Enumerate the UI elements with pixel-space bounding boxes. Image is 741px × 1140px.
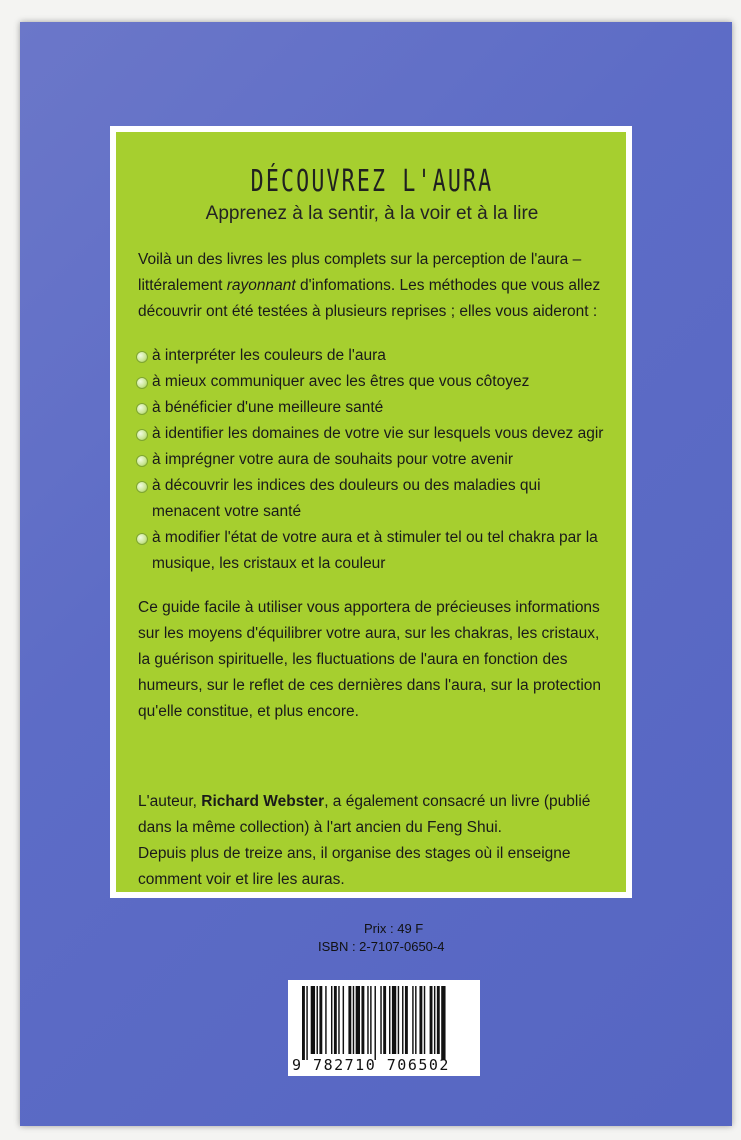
barcode-digits: 9 782710 706502: [292, 1056, 450, 1074]
bullet-dot-icon: [136, 429, 148, 441]
text-panel: [116, 132, 626, 892]
bullet-dot-icon: [136, 377, 148, 389]
bullet-dot-icon: [136, 481, 148, 493]
guide-paragraph: Ce guide facile à utiliser vous apportera de précieuses informations sur les moyens d'équilibrer votre aura, sur les chakras, les cristaux, la guérison spirituelle, les fluctuations de l'aura en fonction des humeurs, sur le reflet de ces dernières dans l'aura, sur la protection qu'elle constitue, et plus encore.: [138, 599, 602, 720]
author-suffix: , a également consacré un livre (publié dans la même collection) à l'art ancien du Feng Shui.: [138, 793, 591, 836]
list-item-text: à mieux communiquer avec les êtres que vous côtoyez: [152, 373, 530, 390]
isbn-label: ISBN : 2-7107-0650-4: [318, 939, 445, 954]
intro-text-2: d'infomations. Les méthodes que vous allez découvrir ont été testées à plusieurs reprises ; elles vous aideront :: [138, 277, 601, 320]
list-item: [138, 473, 606, 525]
list-item-text: à bénéficier d'une meilleure santé: [152, 399, 384, 416]
author-line-2: Depuis plus de treize ans, il organise des stages où il enseigne comment voir et lire les auras.: [138, 845, 571, 888]
list-item: [138, 369, 606, 395]
list-item: [138, 343, 606, 369]
list-item-text: à interpréter les couleurs de l'aura: [152, 347, 386, 364]
price-block: [318, 920, 444, 956]
list-item: [138, 447, 606, 473]
price-label: Prix : 49 F: [364, 921, 424, 936]
list-item-text: à imprégner votre aura de souhaits pour votre avenir: [152, 451, 514, 468]
intro-paragraph: [138, 247, 606, 325]
barcode: [288, 980, 480, 1076]
cover-title: DÉCOUVREZ L'AURA: [250, 164, 494, 199]
bullet-dot-icon: [136, 455, 148, 467]
list-item: [138, 421, 606, 447]
author-paragraph: [138, 789, 606, 893]
author-prefix: L'auteur,: [138, 793, 202, 810]
intro-italic-word: rayonnant: [226, 277, 296, 294]
bullet-dot-icon: [136, 351, 148, 363]
book-back-cover: [20, 22, 732, 1126]
benefits-list: [138, 343, 606, 577]
bullet-dot-icon: [136, 533, 148, 545]
list-item: [138, 525, 606, 577]
list-item: [138, 395, 606, 421]
cover-subtitle: Apprenez à la sentir, à la voir et à la lire: [205, 203, 539, 224]
list-item-text: à découvrir les indices des douleurs ou des maladies qui menacent votre santé: [152, 477, 541, 520]
list-item-text: à identifier les domaines de votre vie sur lesquels vous devez agir: [152, 425, 604, 442]
intro-text-1: Voilà un des livres les plus complets sur la perception de l'aura – littéralement: [138, 251, 582, 294]
bullet-dot-icon: [136, 403, 148, 415]
author-name: Richard Webster: [201, 793, 325, 810]
list-item-text: à modifier l'état de votre aura et à stimuler tel ou tel chakra par la musique, les cristaux et la couleur: [152, 529, 598, 572]
